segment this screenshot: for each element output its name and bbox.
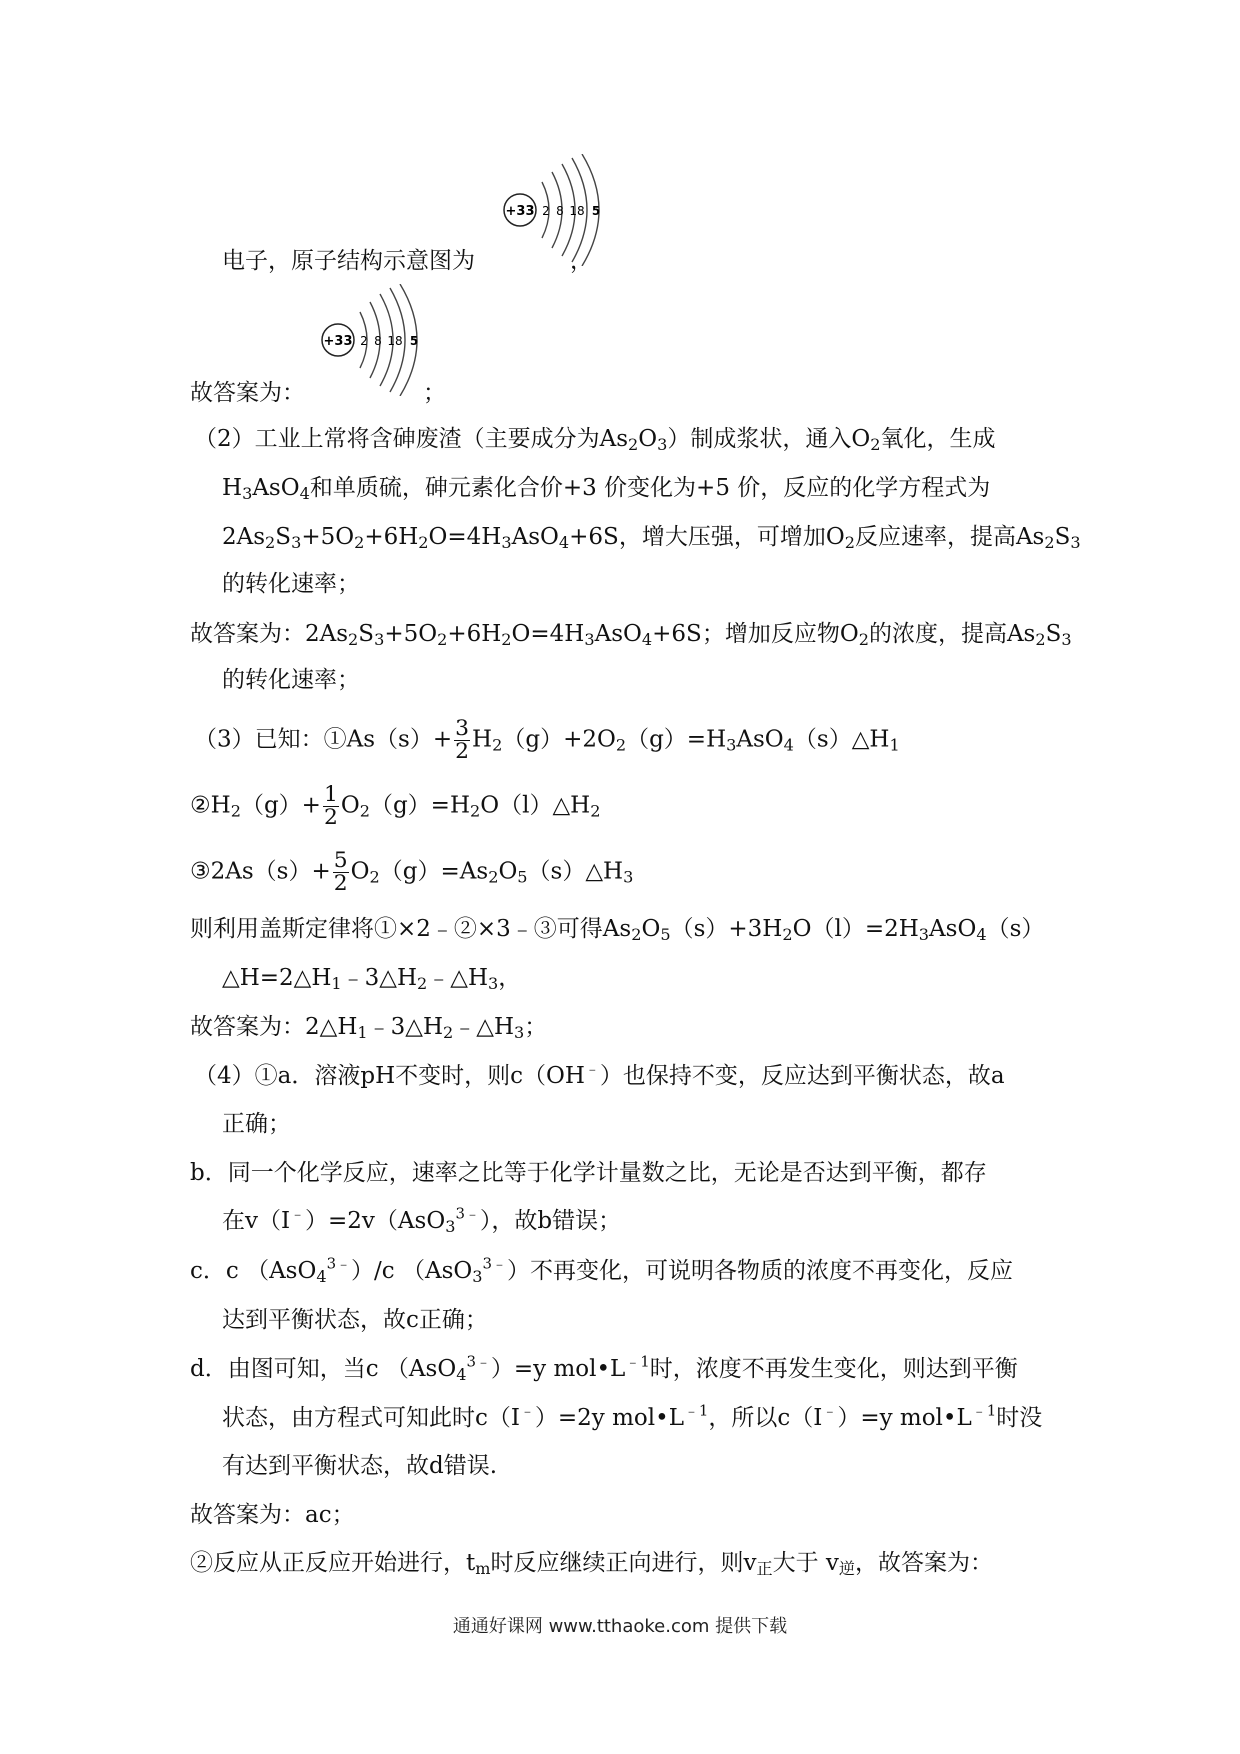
shell-label: 18 [569,204,585,218]
shell-label: 2 [360,334,368,348]
text-line: 故答案为： ； [190,380,446,406]
text-line: $2As_2S_3+5O_2+6H_2O=4H_3AsO_4+6S$，增大压强，可增加$O_2$反应速率，提高$As_2S_3$ [222,524,1081,553]
shell-label: 8 [374,334,382,348]
text-line: （2）工业上常将含砷废渣（主要成分为$As_2O_3$）制成浆状，通入$O_2$氧化，生成 [194,426,996,455]
text-line: 正确； [222,1111,291,1137]
text-line: 则利用盖斯定律将①×2﹣②×3﹣③可得$As_2O_5(s)+3H_2O(l)=2H_3AsO_4(s)$ [190,916,1045,945]
text-line: 在v（I﹣）=2v（AsO$_3^{3﹣}$），故b错误； [222,1204,622,1237]
fraction: $\frac{5}{2}$ [333,848,348,896]
fraction: $\frac{1}{2}$ [323,782,338,830]
text-line: $\triangle H=2\triangle H_1﹣3\triangle H_2﹣\triangle H_3$， [222,965,522,994]
text-line: $②H_2(g)+$ $\frac{1}{2}$ $O_2(g)=H_2O(l)\triangle H_2$ [190,782,601,830]
text-line: 有达到平衡状态，故d错误. [222,1453,498,1479]
text-line: ②反应从正反应开始进行，$t_m$时反应继续正向进行，则$v_正$大于 $v_逆$，故答案为： [190,1550,994,1579]
text-line: （3）已知：①As（s）+ $\frac{3}{2}$ $H_2(g)+2O_2(g)=H_3AsO_4(s)\triangle H_1$ [194,716,900,764]
text-line: 故答案为：$2As_2S_3+5O_2+6H_2O=4H_3AsO_4+6S$；增加反应物$O_2$的浓度，提高$As_2S_3$ [190,621,1072,650]
text-line: c．c （AsO$_4^{3﹣}$）/c （AsO$_3^{3﹣}$）不再变化，可说明各物质的浓度不再变化，反应 [190,1254,1013,1287]
shell-label: 18 [387,334,403,348]
shell-label: 8 [556,204,564,218]
shell-label: 5 [409,334,419,348]
nucleus-label: +33 [505,204,535,219]
text-line: 状态，由方程式可知此时c（I﹣）=2y $mol•L^{﹣1}$，所以c（I﹣）=y $mol•L^{﹣1}$时没 [222,1401,1043,1431]
text-line: d．由图可知，当c （AsO$_4^{3﹣}$）=y $mol•L^{﹣1}$时，浓度不再发生变化，则达到平衡 [190,1352,1018,1385]
text-line: ③2As（s）+ $\frac{5}{2}$ $O_2(g)=As_2O_5(s)\triangle H_3$ [190,848,634,896]
nucleus-label: +33 [323,334,353,349]
shell-label: 5 [591,204,601,218]
text-line: 的转化速率； [222,571,360,597]
text-line: b．同一个化学反应，速率之比等于化学计量数之比，无论是否达到平衡，都存 [190,1160,987,1186]
shell-label: 2 [542,204,550,218]
text-line: 的转化速率； [222,667,360,693]
text-line: 故答案为：ac； [190,1502,355,1528]
text-line: （4）①a．溶液pH不变时，则c（OH﹣）也保持不变，反应达到平衡状态，故a [194,1059,1005,1089]
text-line: 故答案为：$2\triangle H_1﹣3\triangle H_2﹣\triangle H_3$； [190,1014,548,1043]
fraction: $\frac{3}{2}$ [455,716,470,764]
text-line: 电子，原子结构示意图为 ， [222,248,593,274]
text-line: $H_3AsO_4$和单质硫，砷元素化合价+3 价变化为+5 价，反应的化学方程式为 [222,475,991,504]
text-line: 达到平衡状态，故c正确； [222,1307,488,1333]
page-footer: 通通好课网 www.tthaoke.com 提供下载 [452,1616,788,1637]
